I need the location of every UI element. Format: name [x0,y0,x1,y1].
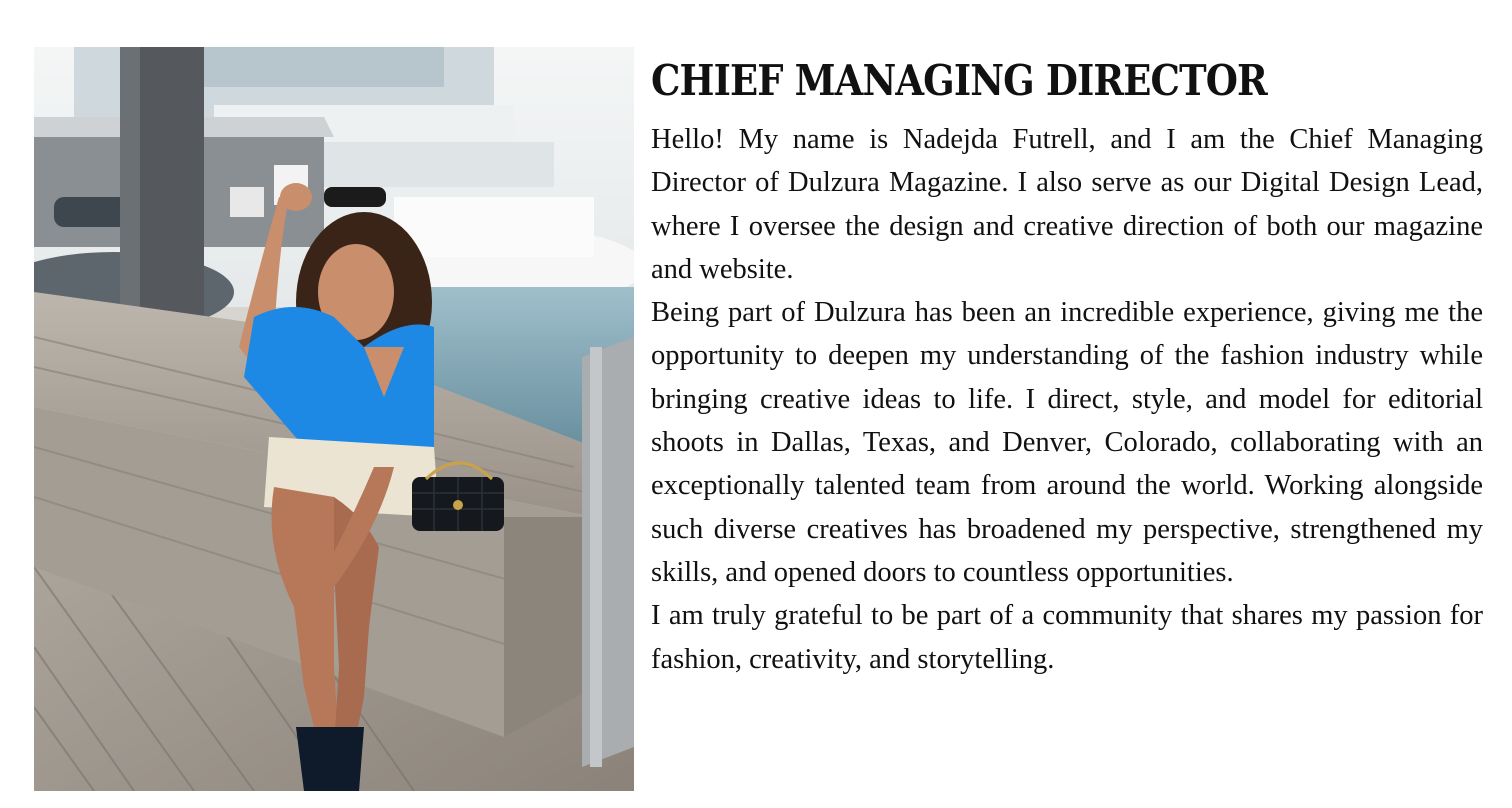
bio-paragraph-1: Hello! My name is Nadejda Futrell, and I am the Chief Managing Director of Dulzura Magazine. I also serve as our Digital Design Lead, where I oversee the design and creative direction of both our magazine and website. [651,124,1483,285]
woman-seated-on-dock-icon [34,47,634,791]
bio-paragraph-3: I am truly grateful to be part of a community that shares my passion for fashion, creativity, and storytelling. [651,600,1483,675]
role-title: CHIEF MANAGING DIRECTOR [651,56,1267,105]
bio-text [651,52,1483,681]
bio-paragraph-2: Being part of Dulzura has been an incredible experience, giving me the opportunity to deepen my understanding of the fashion industry while bringing creative ideas to life. I direct, style, and model for editorial shoots in Dallas, Texas, and Denver, Colorado, collaborating with an exceptionally talented team from around the world. Working alongside such diverse creatives has broadened my perspective, strengthened my skills, and opened doors to countless opportunities. [651,297,1483,588]
profile-photo [34,47,634,791]
